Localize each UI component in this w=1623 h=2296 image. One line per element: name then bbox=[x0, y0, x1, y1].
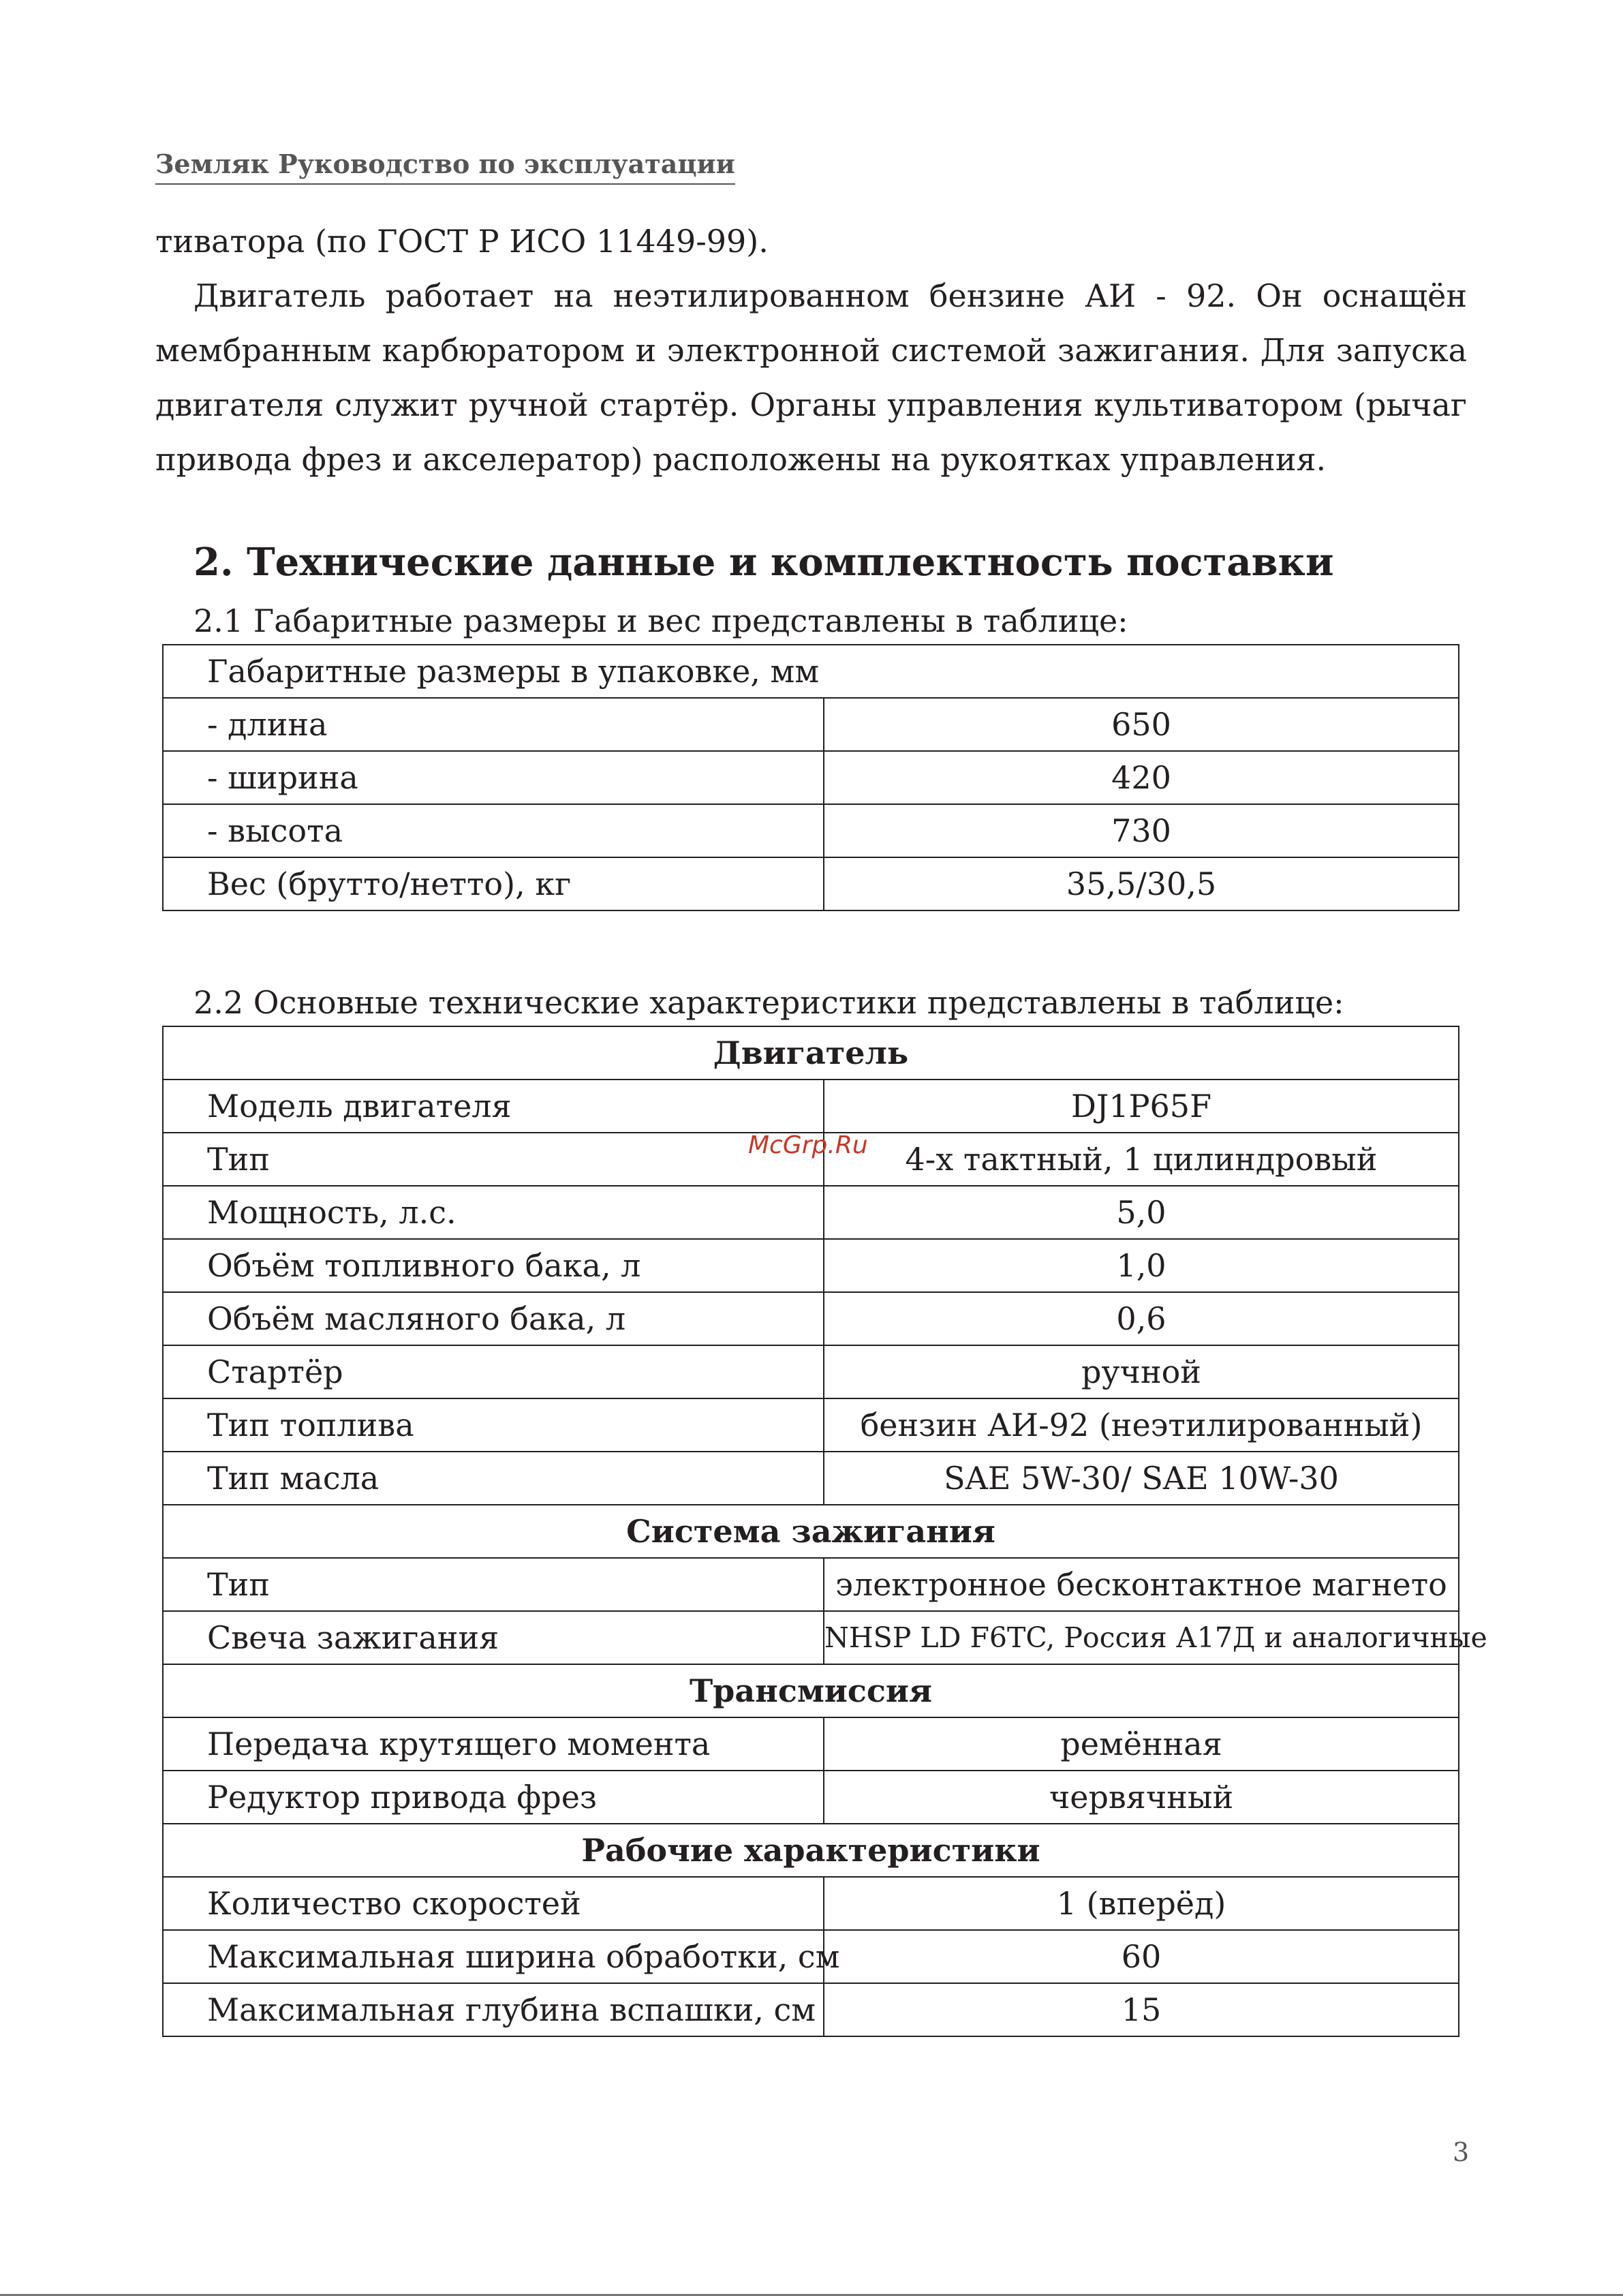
table-row bbox=[163, 1026, 1459, 1080]
row-value: 4-х тактный, 1 цилиндровый bbox=[824, 1133, 1459, 1186]
table-row bbox=[163, 1398, 1459, 1452]
row-value: электронное бесконтактное магнето bbox=[824, 1558, 1459, 1611]
row-label: Модель двигателя bbox=[163, 1080, 824, 1133]
row-value: бензин АИ-92 (неэтилированный) bbox=[824, 1398, 1459, 1452]
row-value: 5,0 bbox=[824, 1186, 1459, 1239]
row-value: 0,6 bbox=[824, 1292, 1459, 1345]
table-row bbox=[163, 1824, 1459, 1877]
row-label: - высота bbox=[163, 804, 824, 857]
row-value: DJ1P65F bbox=[824, 1080, 1459, 1133]
table-row bbox=[163, 1452, 1459, 1505]
row-value: 35,5/30,5 bbox=[824, 857, 1459, 910]
row-value: 730 bbox=[824, 804, 1459, 857]
row-value: SAE 5W-30/ SAE 10W-30 bbox=[824, 1452, 1459, 1505]
row-value: 420 bbox=[824, 751, 1459, 804]
dimensions-table-caption: 2.1 Габаритные размеры и вес представлены в таблице: bbox=[194, 602, 1128, 639]
table-row bbox=[163, 1558, 1459, 1611]
table-row bbox=[163, 645, 1459, 698]
table-row bbox=[163, 857, 1459, 910]
row-label: Объём топливного бака, л bbox=[163, 1239, 824, 1292]
table-row bbox=[163, 1186, 1459, 1239]
row-label: Тип bbox=[163, 1133, 824, 1186]
table-row bbox=[163, 1505, 1459, 1558]
row-value: 650 bbox=[824, 698, 1459, 751]
page-number: 3 bbox=[1453, 2137, 1470, 2167]
row-value: ремённая bbox=[824, 1717, 1459, 1771]
row-label: Передача крутящего момента bbox=[163, 1717, 824, 1771]
watermark: McGrp.Ru bbox=[748, 1131, 868, 1159]
row-value: 1,0 bbox=[824, 1239, 1459, 1292]
row-value: 1 (вперёд) bbox=[824, 1877, 1459, 1930]
row-value: ручной bbox=[824, 1345, 1459, 1398]
row-label: Тип масла bbox=[163, 1452, 824, 1505]
table-row bbox=[163, 1664, 1459, 1717]
specs-table-caption: 2.2 Основные технические характеристики представлены в таблице: bbox=[194, 984, 1344, 1021]
row-label: Максимальная ширина обработки, см bbox=[163, 1930, 824, 1983]
row-label: Вес (брутто/нетто), кг bbox=[163, 857, 824, 910]
table-row bbox=[163, 1717, 1459, 1771]
row-label: Редуктор привода фрез bbox=[163, 1771, 824, 1824]
table-row bbox=[163, 1771, 1459, 1824]
dimensions-table bbox=[162, 644, 1459, 911]
specs-table bbox=[162, 1026, 1487, 2037]
row-value: 60 bbox=[824, 1930, 1459, 1983]
engine-group-header: Двигатель bbox=[163, 1026, 1459, 1080]
row-value: 15 bbox=[824, 1983, 1459, 2036]
row-label: Тип топлива bbox=[163, 1398, 824, 1452]
row-label: Максимальная глубина вспашки, см bbox=[163, 1983, 824, 2036]
row-label: Свеча зажигания bbox=[163, 1611, 824, 1664]
ignition-group-header: Система зажигания bbox=[163, 1505, 1459, 1558]
row-label: Объём масляного бака, л bbox=[163, 1292, 824, 1345]
table-row bbox=[163, 1239, 1459, 1292]
running-header: Земляк Руководство по эксплуатации bbox=[155, 149, 735, 185]
section-title: 2. Технические данные и комплектность поставки bbox=[194, 540, 1334, 585]
row-label: Стартёр bbox=[163, 1345, 824, 1398]
row-label: Мощность, л.с. bbox=[163, 1186, 824, 1239]
row-label: - ширина bbox=[163, 751, 824, 804]
table-row bbox=[163, 1345, 1459, 1398]
row-label: Тип bbox=[163, 1558, 824, 1611]
paragraph-engine-description: Двигатель работает на неэтилированном бензине АИ - 92. Он оснащён мембранным карбюратором и электронной системой зажигания. Для запуска двигателя служит ручной стартёр. Органы управления культиватором (рычаг привода фрез и акселератор) расположены на рукоятках управления. bbox=[155, 277, 1467, 478]
table-row bbox=[163, 1080, 1459, 1133]
performance-group-header: Рабочие характеристики bbox=[163, 1824, 1459, 1877]
transmission-group-header: Трансмиссия bbox=[163, 1664, 1459, 1717]
paragraph-continuation: тиватора (по ГОСТ Р ИСО 11449-99). bbox=[155, 223, 769, 260]
table-row bbox=[163, 1292, 1459, 1345]
dimensions-header: Габаритные размеры в упаковке, мм bbox=[163, 645, 1459, 698]
row-label: - длина bbox=[163, 698, 824, 751]
table-row bbox=[163, 1877, 1459, 1930]
row-value: червячный bbox=[824, 1771, 1459, 1824]
row-label: Количество скоростей bbox=[163, 1877, 824, 1930]
table-row bbox=[163, 1930, 1459, 1983]
table-row bbox=[163, 1983, 1459, 2036]
table-row bbox=[163, 804, 1459, 857]
table-row bbox=[163, 751, 1459, 804]
row-value: NHSP LD F6TC, Россия А17Д и аналогичные bbox=[824, 1611, 1459, 1664]
table-row bbox=[163, 1611, 1459, 1664]
table-row bbox=[163, 698, 1459, 751]
